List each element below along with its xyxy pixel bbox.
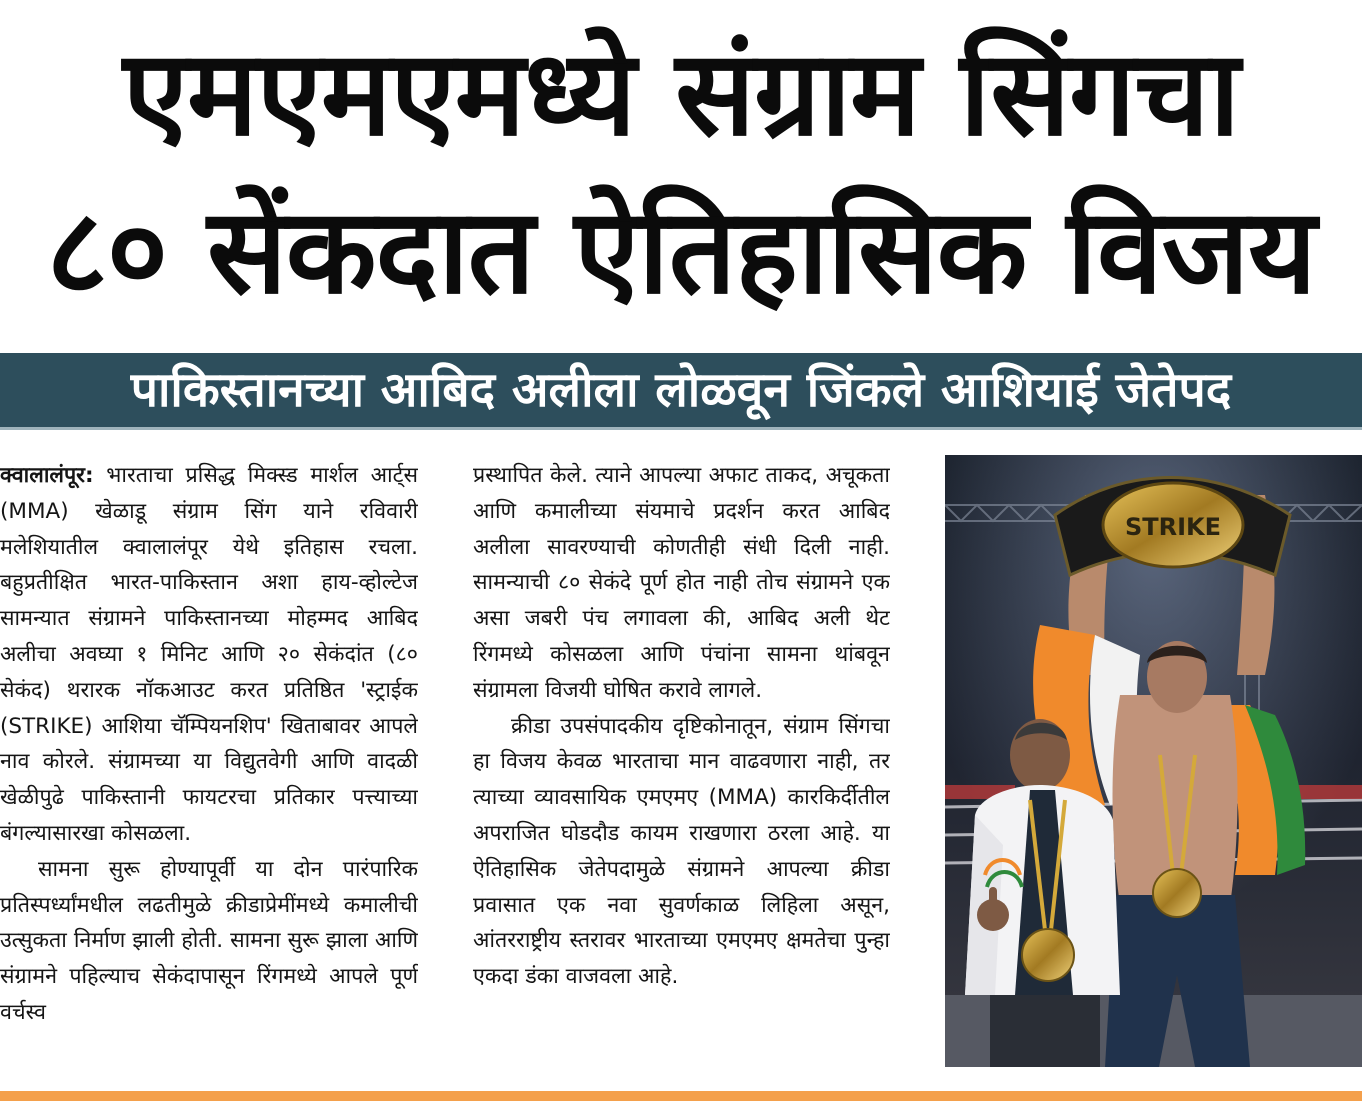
- article-paragraph: [0, 458, 418, 852]
- article-paragraph: प्रस्थापित केले. त्याने आपल्या अफाट ताकद, अचूकता आणि कमालीच्या संयमाचे प्रदर्शन करत आबिद अलीला सावरण्याची कोणतीही संधी दिली नाही. सामन्याची ८० सेकंदे पूर्ण होत नाही तोच संग्रामने एक असा जबरी पंच लगावला की, आबिद अली थेट रिंगमध्ये कोसळला आणि पंचांना सामना थांबवून संग्रामला विजयी घोषित करावे लागले.: [473, 463, 890, 703]
- article-column-2: [473, 458, 890, 1078]
- headline-line-2: ८० सेंकदात ऐतिहासिक विजय: [46, 182, 1316, 320]
- champion-photo: [945, 455, 1362, 1067]
- subheadline: पाकिस्तानच्या आबिद अलीला लोळवून जिंकले आशियाई जेतेपद: [130, 362, 1232, 418]
- article-column-1: [0, 458, 418, 1078]
- paragraph-text: भारताचा प्रसिद्ध मिक्स्ड मार्शल आर्ट्स (MMA) खेळाडू संग्राम सिंग याने रविवारी मलेशियातील क्वालालंपूर येथे इतिहास रचला. बहुप्रतीक्षित भारत-पाकिस्तान अशा हाय-व्होल्टेज सामन्यात संग्रामने पाकिस्तानच्या मोहम्मद आबिद अलीचा अवघ्या १ मिनिट आणि २० सेकंदांत (८० सेकंद) थरारक नॉकआउट करत प्रतिष्ठित 'स्ट्राईक (STRIKE) आशिया चॅम्पियनशिप' खिताबावर आपले नाव कोरले. संग्रामच्या या विद्युतवेगी आणि वादळी खेळीपुढे पाकिस्तानी फायटरचा प्रतिकार पत्त्याच्या बंगल्यासारखा कोसळला.: [0, 463, 418, 846]
- article-paragraph: क्रीडा उपसंपादकीय दृष्टिकोनातून, संग्राम सिंगचा हा विजय केवळ भारताचा मान वाढवणारा नाही, तर त्याच्या व्यावसायिक एमएमए (MMA) कारकिर्दीतील अपराजित घोडदौड कायम राखणारा ठरला आहे. या ऐतिहासिक जेतेपदामुळे संग्रामने आपल्या क्रीडा प्रवासात एक नवा सुवर्णकाळ लिहिला असून, आंतरराष्ट्रीय स्तरावर भारताच्या एमएमए क्षमतेचा पुन्हा एकदा डंका वाजवला आहे.: [473, 713, 890, 990]
- bottom-rule: [0, 1091, 1362, 1101]
- article-paragraph: सामना सुरू होण्यापूर्वी या दोन पारंपारिक प्रतिस्पर्ध्यांमधील लढतीमुळे क्रीडाप्रेमींमध्ये कमालीची उत्सुकता निर्माण झाली होती. सामना सुरू झाला आणि संग्रामने पहिल्याच सेकंदापासून रिंगमध्ये आपले पूर्ण वर्चस्व: [0, 856, 418, 1025]
- dateline: क्वालालंपूर:: [0, 463, 94, 488]
- belt-text: STRIKE: [1124, 513, 1222, 541]
- subheadline-band: [0, 353, 1362, 430]
- headline-line-1: एमएमएमध्ये संग्राम सिंगचा: [122, 24, 1240, 162]
